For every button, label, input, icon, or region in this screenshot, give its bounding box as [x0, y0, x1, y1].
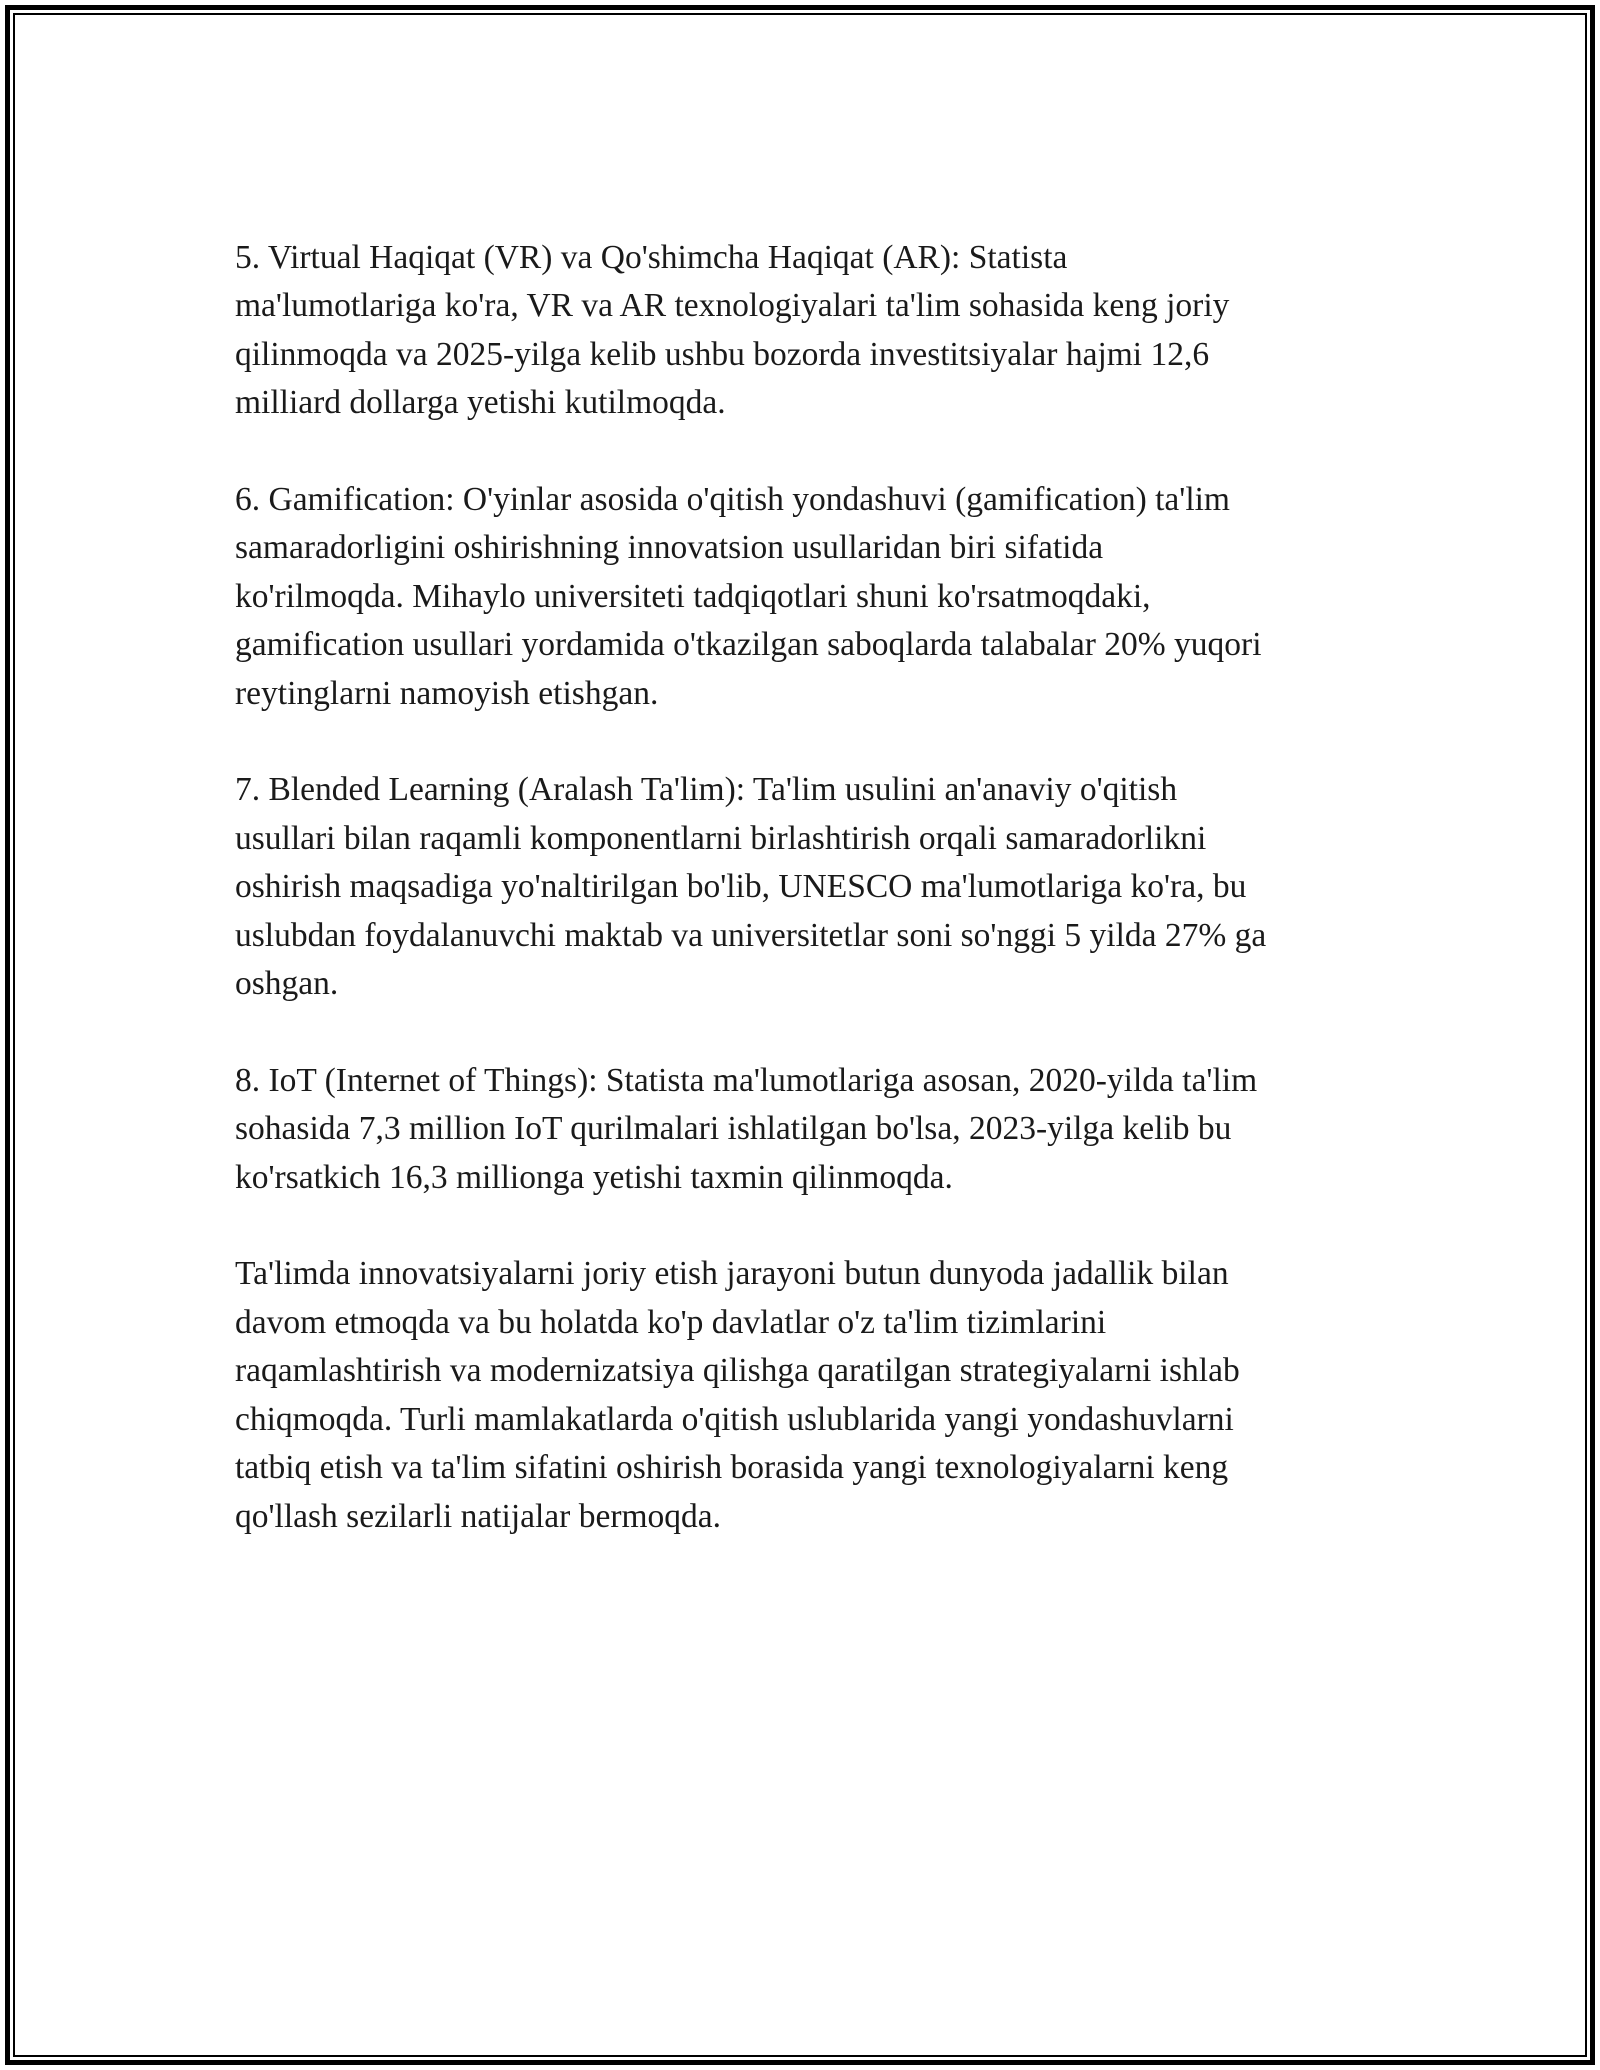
- paragraph-iot: 8. IoT (Internet of Things): Statista ma'lumotlariga asosan, 2020-yilda ta'lim sohasida 7,3 million IoT qurilmalari ishlatilgan bo'lsa, 2023-yilga kelib bu ko'rsatkich 16,3 millionga yetishi taxmin qilinmoqda.: [235, 1061, 1258, 1196]
- paragraph-vr-ar: 5. Virtual Haqiqat (VR) va Qo'shimcha Haqiqat (AR): Statista ma'lumotlariga ko'ra, VR va AR texnologiyalari ta'lim sohasida keng joriy qilinmoqda va 2025-yilga kelib ushbu bozorda investitsiyalar hajmi 12,6 milliard dollarga yetishi kutilmoqda.: [235, 239, 1230, 422]
- document-body: [235, 234, 1375, 1589]
- paragraph-conclusion: Ta'limda innovatsiyalarni joriy etish jarayoni butun dunyoda jadallik bilan davom etmoqda va bu holatda ko'p davlatlar o'z ta'lim tizimlarini raqamlashtirish va modernizatsiya qilishga qaratilgan strategiyalarni ishlab chiqmoqda. Turli mamlakatlarda o'qitish uslublarida yangi yondashuvlarni tatbiq etish va ta'lim sifatini oshirish borasida yangi texnologiyalarni keng qo'llash sezilarli natijalar bermoqda.: [235, 1255, 1240, 1535]
- paragraph-gamification: 6. Gamification: O'yinlar asosida o'qitish yondashuvi (gamification) ta'lim samaradorligini oshirishning innovatsion usullaridan biri sifatida ko'rilmoqda. Mihaylo universiteti tadqiqotlari shuni ko'rsatmoqdaki, gamification usullari yordamida o'tkazilgan saboqlarda talabalar 20% yuqori reytinglarni namoyish etishgan.: [235, 481, 1262, 712]
- paragraph-blended-learning: 7. Blended Learning (Aralash Ta'lim): Ta'lim usulini an'anaviy o'qitish usullari bilan raqamli komponentlarni birlashtirish orqali samaradorlikni oshirish maqsadiga yo'naltirilgan bo'lib, UNESCO ma'lumotlariga ko'ra, bu uslubdan foydalanuvchi maktab va universitetlar soni so'nggi 5 yilda 27% ga oshgan.: [235, 771, 1267, 1003]
